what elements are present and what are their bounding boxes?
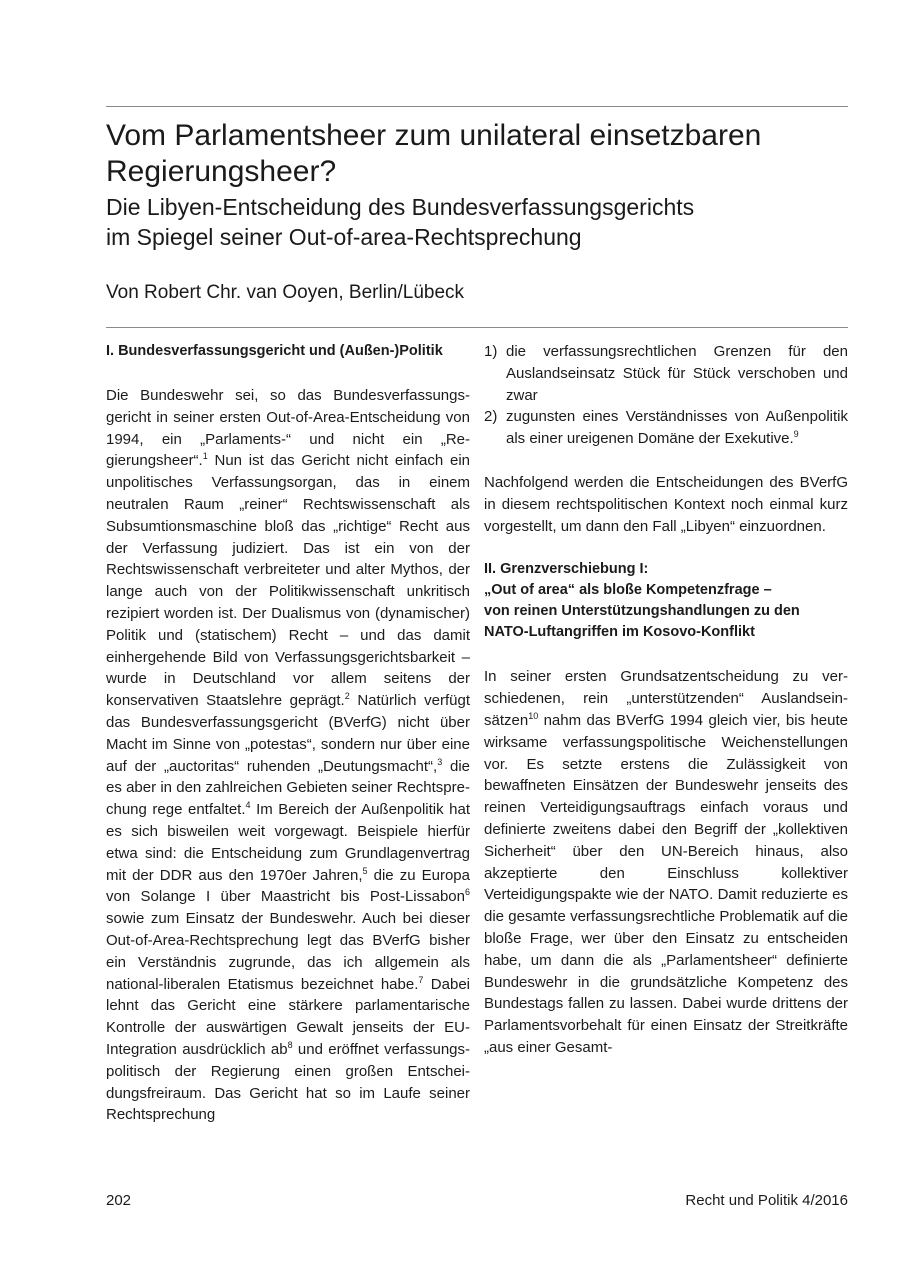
text-run: Natürlich verfügt das Bundesverfassungsgericht (BVerfG) nicht über Macht im Sinne von „potestas“, sondern nur über eine auf der „auctoritas“ ruhenden „Deutungsmacht“, [106, 692, 470, 775]
section-rule [106, 327, 848, 328]
list-item [484, 341, 848, 406]
list-number: 2) [484, 408, 498, 426]
text-run: sowie zum Einsatz der Bundeswehr. Auch bei dieser Out-of-Area-Rechtsprechung legt das BVerfG bisher ein Verständnis zugrunde, das ich allgemein als national-liberalen Etatismus bezeichnet habe. [106, 910, 470, 993]
section2-heading-line-1: II. Grenzverschiebung I: [484, 561, 649, 578]
section2-heading-line-3: von reinen Unterstützungshandlungen zu den [484, 603, 800, 620]
footnote-3: 3 [437, 756, 443, 767]
footnote-4: 4 [245, 800, 251, 811]
footnote-2: 2 [344, 691, 350, 702]
text-run: Die Bundeswehr sei, so das Bundesverfassungsgericht in seiner ersten Out-of-Area-Entscheidung von 1994, ein „Parlaments-“ und nicht ein „Regierungsheer“. [106, 387, 470, 470]
journal-footer: Recht und Politik 4/2016 [685, 1192, 848, 1209]
text-run: Nun ist das Gericht nicht einfach ein unpolitisches Verfassungsorgan, das in einem neutralen Raum „reiner“ Rechtswissenschaft als Subsumtionsmaschine bloß das „richtige“ Recht aus der Verfassung judiziert. Das ist ein von der Rechtswissenschaft verbreiteter und alter Mythos, der lange auch von der Politikwissenschaft unkritisch rezipiert worden ist. Der Dualismus von (dynamischer) Politik und (statischem) Recht – und das damit einhergehende Bild von Verfassungsgerichtsbarkeit – wurde in Deutschland vor allem seitens der konservativen Staatslehre geprägt. [106, 452, 470, 710]
footnote-8: 8 [287, 1039, 293, 1050]
footnote-6: 6 [464, 887, 470, 898]
text-run-continued: und eröffnet verfassungspolitisch der Regierung einen großen Entscheidungsfreiraum. Das Gericht hat so im Laufe seiner Rechtsprechung [106, 1040, 470, 1124]
article-title: Vom Parlamentsheer zum unilateral einsetzbaren Regierungsheer? [106, 119, 762, 188]
page-number: 202 [106, 1192, 132, 1209]
footnote-5: 5 [362, 865, 368, 876]
section2-heading [484, 559, 848, 643]
list-item [484, 406, 848, 450]
list-text: zugunsten eines Verständnisses von Außenpolitik als einer ureigenen Domäne der Exekutive. [506, 408, 848, 448]
left-column [106, 341, 470, 1126]
text-run: Im Bereich der Außenpolitik hat es sich bisweilen weit vorgewagt. Beispiele hierfür etwa sind: die Entscheidung zum Grundlagenvertrag mit der DDR aus den 1970er Jahren, [106, 801, 471, 884]
footnote-7: 7 [418, 974, 424, 985]
list-number: 1) [484, 343, 498, 360]
section2-paragraph-1 [484, 666, 848, 1058]
footnote-9: 9 [793, 429, 799, 440]
top-rule [106, 106, 848, 107]
list-text: die verfassungsrechtlichen Grenzen für den Auslandseinsatz Stück für Stück verschoben und zwar [506, 343, 848, 404]
footnote-10: 10 [528, 710, 539, 721]
author-line: Von Robert Chr. van Ooyen, Berlin/Lübeck [106, 282, 465, 303]
title-block [106, 118, 848, 252]
text-run: Dabei lehnt das Gericht eine stärkere parlamentarische Kontrolle der auswärtigen Gewalt jenseits der EU-Integration ausdrücklich ab [106, 975, 470, 1058]
section1-paragraph-1 [106, 385, 470, 1126]
text-run: die zu Europa von Solange I über Maastricht bis Post-Lissabon [106, 866, 470, 906]
section2-heading-line-2: „Out of area“ als bloße Kompetenzfrage – [484, 582, 772, 599]
text-run: die es aber in den zahlreichen Gebieten seiner Rechtsprechung rege entfaltet. [106, 757, 470, 819]
section2-heading-line-4: NATO-Luftangriffen im Kosovo-Konflikt [484, 624, 755, 641]
subtitle-line-1: Die Libyen-Entscheidung des Bundesverfassungsgerichts [106, 194, 695, 220]
section1-heading: I. Bundesverfassungsgericht und (Außen-)Politik [106, 343, 443, 359]
section1-paragraph-2: Nachfolgend werden die Entscheidungen des BVerfG in diesem rechtspolitischen Kontext noch einmal kurz vorgestellt, um dann den Fall „Libyen“ einzuordnen. [484, 473, 848, 535]
right-column [484, 341, 848, 1059]
text-run: nahm das BVerfG 1994 gleich vier, bis heute wirksame verfassungspolitische Weichenstellungen vor. Es setzte erstens die Zulässigkeit von bewaffneten Einsätzen der Bundeswehr jenseits des reinen Verteidigungsauftrags einfach voraus und definierte zweitens dabei den Begriff der „kollektiven Sicherheit“ über den UN-Bereich hinaus, also akzeptierte den Einschluss kollektiver Verteidigungspakte wie der NATO. Damit reduzierte es die gesamte verfassungsrechtliche Problematik auf die bloße Frage, wer über den Einsatz zu entscheiden habe, um dann die als „Parlamentsheer“ definierte Bundeswehr in die grundsätzliche Kompetenz des Bundestags fallen zu lassen. Dabei wurde drittens der Parlamentsvorbehalt für einen Einsatz der Streitkräfte „aus einer Gesamt- [484, 711, 848, 1056]
footnote-1: 1 [202, 451, 208, 462]
subtitle-line-2: im Spiegel seiner Out-of-area-Rechtsprechung [106, 224, 582, 250]
numbered-list [484, 341, 848, 450]
article-subtitle [106, 192, 848, 252]
text-run: In seiner ersten Grundsatzentscheidung zu verschiedenen, rein „unterstützenden“ Auslandseinsätzen [484, 668, 848, 729]
